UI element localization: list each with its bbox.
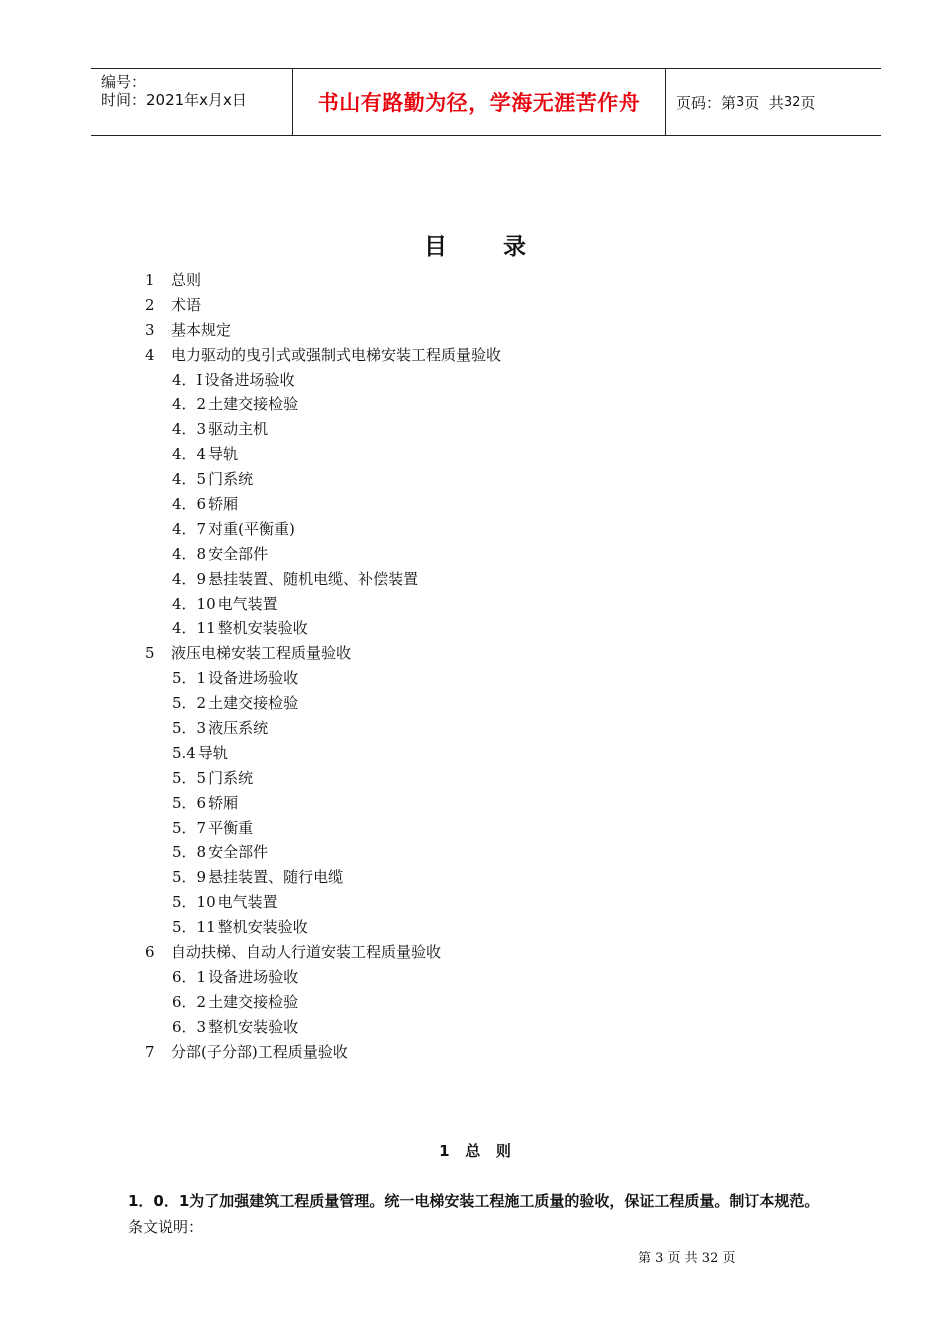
toc-item xyxy=(145,741,845,766)
toc-item-text: 门系统 xyxy=(208,768,254,787)
toc-item xyxy=(145,392,845,417)
toc-item xyxy=(145,766,845,791)
toc-item-text: 电力驱动的曳引式或强制式电梯安装工程质量验收 xyxy=(171,345,502,364)
toc-item-number: 3 xyxy=(145,320,155,339)
toc-title-b: 录 xyxy=(503,234,526,260)
toc-item-text: 驱动主机 xyxy=(208,420,269,439)
table-of-contents xyxy=(145,268,845,1065)
toc-item-number: 4．6 xyxy=(172,495,207,514)
page-number: 3 xyxy=(736,94,745,110)
toc-item-number: 4．9 xyxy=(172,569,207,588)
toc-item xyxy=(145,1015,845,1040)
toc-item xyxy=(145,716,845,741)
toc-item-text: 悬挂装置、随行电缆 xyxy=(208,868,344,887)
toc-item-text: 土建交接检验 xyxy=(208,395,299,414)
toc-item xyxy=(145,442,845,467)
toc-item xyxy=(145,1040,845,1065)
header-motto: 书山有路勤为径，学海无涯苦作舟 xyxy=(293,69,666,135)
page-end: 页 xyxy=(800,93,816,112)
header-time: 时间：2021年x月x日 xyxy=(101,91,247,109)
clause-note: 条文说明： xyxy=(128,1218,204,1236)
toc-item-number: 4．5 xyxy=(172,470,207,489)
toc-item xyxy=(145,840,845,865)
toc-item-number: 5．5 xyxy=(172,768,207,787)
toc-item xyxy=(145,517,845,542)
header-info xyxy=(91,69,293,135)
toc-item-number: 5．3 xyxy=(172,719,207,738)
toc-item xyxy=(145,691,845,716)
toc-item-number: 4．8 xyxy=(172,544,207,563)
toc-item-number: 4．I xyxy=(172,370,203,389)
toc-item-number: 5．10 xyxy=(172,893,216,912)
toc-item-number: 4．2 xyxy=(172,395,207,414)
toc-item-number: 5．9 xyxy=(172,868,207,887)
toc-item-text: 土建交接检验 xyxy=(208,694,299,713)
toc-item xyxy=(145,616,845,641)
toc-item-text: 导轨 xyxy=(208,445,239,464)
toc-item xyxy=(145,666,845,691)
page-mid: 页 共 xyxy=(744,93,784,112)
toc-item-text: 总则 xyxy=(171,271,202,289)
toc-item xyxy=(145,343,845,368)
page-label: 页码：第 xyxy=(676,93,737,112)
toc-item xyxy=(145,592,845,617)
toc-item-number: 4．7 xyxy=(172,519,207,538)
toc-item xyxy=(145,641,845,666)
toc-item-text: 土建交接检验 xyxy=(208,992,299,1011)
toc-item-text: 悬挂装置、随机电缆、补偿装置 xyxy=(208,569,419,588)
toc-item-number: 5．7 xyxy=(172,818,207,837)
section-title-text: 1 总 则 xyxy=(439,1142,511,1160)
toc-item-text: 基本规定 xyxy=(171,320,232,339)
toc-item-text: 平衡重 xyxy=(208,818,254,837)
toc-item xyxy=(145,268,845,293)
toc-item-number: 6．3 xyxy=(172,1017,207,1036)
toc-item-number: 5．1 xyxy=(172,669,207,688)
header-number: 编号： xyxy=(101,73,147,91)
toc-item-number: 4 xyxy=(145,345,155,364)
toc-item xyxy=(145,915,845,940)
toc-item-text: 整机安装验收 xyxy=(217,619,308,638)
toc-title-a: 目 xyxy=(424,234,447,260)
toc-item-text: 分部(子分部)工程质量验收 xyxy=(171,1042,348,1061)
toc-item-text: 电气装置 xyxy=(217,893,278,912)
toc-item-number: 6．1 xyxy=(172,967,207,986)
toc-item-number: 4．11 xyxy=(172,619,216,638)
toc-item-number: 7 xyxy=(145,1042,155,1061)
toc-item-text: 轿厢 xyxy=(208,495,239,514)
toc-item-text: 整机安装验收 xyxy=(208,1017,299,1036)
toc-item-number: 5．6 xyxy=(172,793,207,812)
section-title xyxy=(0,1140,950,1161)
toc-item-number: 6．2 xyxy=(172,992,207,1011)
toc-item-text: 设备进场验收 xyxy=(208,669,299,688)
toc-item xyxy=(145,567,845,592)
toc-item-text: 术语 xyxy=(171,295,202,314)
toc-item xyxy=(145,965,845,990)
toc-item-number: 5.4 xyxy=(172,743,196,762)
toc-item xyxy=(145,865,845,890)
page-footer: 第 3 页 共 32 页 xyxy=(638,1251,736,1266)
toc-item-number: 5 xyxy=(145,644,155,663)
toc-item-text: 设备进场验收 xyxy=(208,967,299,986)
page-header xyxy=(91,68,881,136)
toc-item-number: 4．10 xyxy=(172,594,216,613)
toc-item-number: 5．2 xyxy=(172,694,207,713)
toc-item xyxy=(145,467,845,492)
page-total: 32 xyxy=(783,94,801,110)
toc-item xyxy=(145,417,845,442)
clause-1-0-1: 1．0．1为了加强建筑工程质量管理。统一电梯安装工程施工质量的验收，保证工程质量。制订本规范。 xyxy=(128,1192,820,1210)
toc-item-text: 电气装置 xyxy=(217,594,278,613)
toc-item xyxy=(145,990,845,1015)
toc-item-text: 设备进场验收 xyxy=(204,370,295,389)
toc-item-number: 5．8 xyxy=(172,843,207,862)
toc-item-text: 自动扶梯、自动人行道安装工程质量验收 xyxy=(171,943,442,962)
toc-item xyxy=(145,816,845,841)
toc-item xyxy=(145,791,845,816)
toc-title xyxy=(0,228,950,261)
toc-item xyxy=(145,293,845,318)
toc-item-text: 轿厢 xyxy=(208,793,239,812)
toc-item xyxy=(145,890,845,915)
toc-item-number: 6 xyxy=(145,943,155,962)
toc-item-number: 4．3 xyxy=(172,420,207,439)
toc-item xyxy=(145,492,845,517)
toc-item-text: 液压电梯安装工程质量验收 xyxy=(171,644,352,663)
toc-item xyxy=(145,318,845,343)
toc-item xyxy=(145,542,845,567)
toc-item-text: 门系统 xyxy=(208,470,254,489)
toc-item-number: 1 xyxy=(145,271,155,289)
header-page-info xyxy=(666,69,881,135)
toc-item-number: 4．4 xyxy=(172,445,207,464)
toc-item-text: 整机安装验收 xyxy=(217,918,308,937)
toc-item-text: 导轨 xyxy=(197,743,228,762)
toc-item-number: 2 xyxy=(145,295,155,314)
toc-item-number: 5．11 xyxy=(172,918,216,937)
toc-item xyxy=(145,368,845,393)
toc-item-text: 液压系统 xyxy=(208,719,269,738)
toc-item xyxy=(145,940,845,965)
toc-item-text: 安全部件 xyxy=(208,843,269,862)
toc-item-text: 对重(平衡重) xyxy=(208,519,295,538)
toc-item-text: 安全部件 xyxy=(208,544,269,563)
